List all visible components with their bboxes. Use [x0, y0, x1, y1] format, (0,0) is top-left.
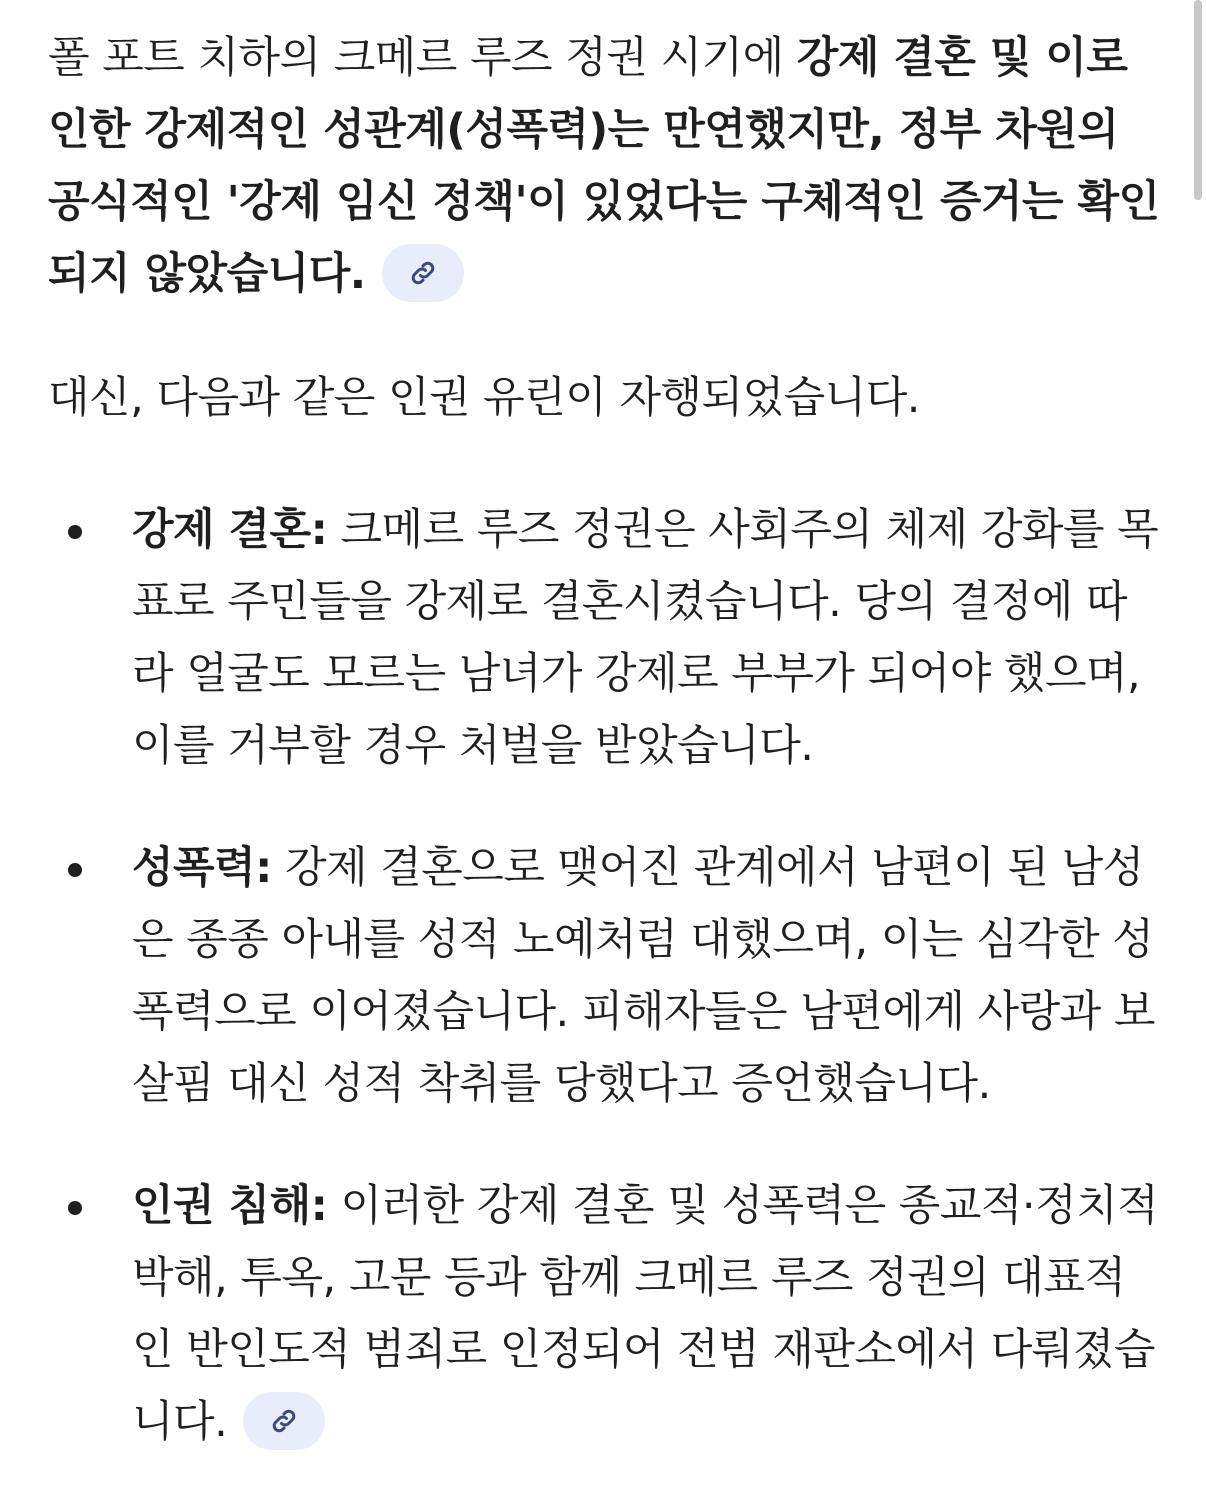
bullet-text: 이러한 강제 결혼 및 성폭력은 종교적·정치적 박해, 투옥, 고문 등과 함께 크메르 루즈 정권의 대표적인 반인도적 범죄로 인정되어 전범 재판소에서 다뤄졌습니다.	[132, 1181, 1159, 1447]
bullet-title: 성폭력:	[132, 843, 272, 893]
bullet-dot	[68, 525, 82, 539]
bullet-title: 강제 결혼:	[132, 505, 328, 555]
intro-lead-text: 폴 포트 치하의 크메르 루즈 정권 시기에	[48, 33, 797, 83]
list-item	[48, 1170, 1160, 1458]
source-link-button[interactable]	[382, 244, 464, 302]
bullet-text: 크메르 루즈 정권은 사회주의 체제 강화를 목표로 주민들을 강제로 결혼시켰습니다. 당의 결정에 따라 얼굴도 모르는 남녀가 강제로 부부가 되어야 했으며, 이를 거부할 경우 처벌을 받았습니다.	[132, 505, 1159, 771]
bullet-dot	[68, 1201, 82, 1215]
bullet-title: 인권 침해:	[132, 1181, 328, 1231]
list-item	[48, 832, 1160, 1120]
scrollbar[interactable]	[1194, 0, 1202, 200]
bullet-text: 강제 결혼으로 맺어진 관계에서 남편이 된 남성은 종종 아내를 성적 노예처럼 대했으며, 이는 심각한 성폭력으로 이어졌습니다. 피해자들은 남편에게 사랑과 보살핌 대신 성적 착취를 당했다고 증언했습니다.	[132, 843, 1155, 1109]
instead-paragraph: 대신, 다음과 같은 인권 유린이 자행되었습니다.	[48, 373, 920, 423]
link-icon	[408, 258, 438, 288]
bullet-list	[48, 494, 1160, 1458]
bullet-dot	[68, 863, 82, 877]
source-link-button[interactable]	[243, 1392, 325, 1450]
intro-bold-text: 강제 결혼 및 이로 인한 강제적인 성관계(성폭력)는 만연했지만, 정부 차원의 공식적인 '강제 임신 정책'이 있었다는 구체적인 증거는 확인되지 않았습니다.	[48, 33, 1160, 299]
response-content	[48, 22, 1160, 1508]
list-item	[48, 494, 1160, 782]
link-icon	[269, 1406, 299, 1436]
intro-paragraph	[48, 22, 1160, 310]
